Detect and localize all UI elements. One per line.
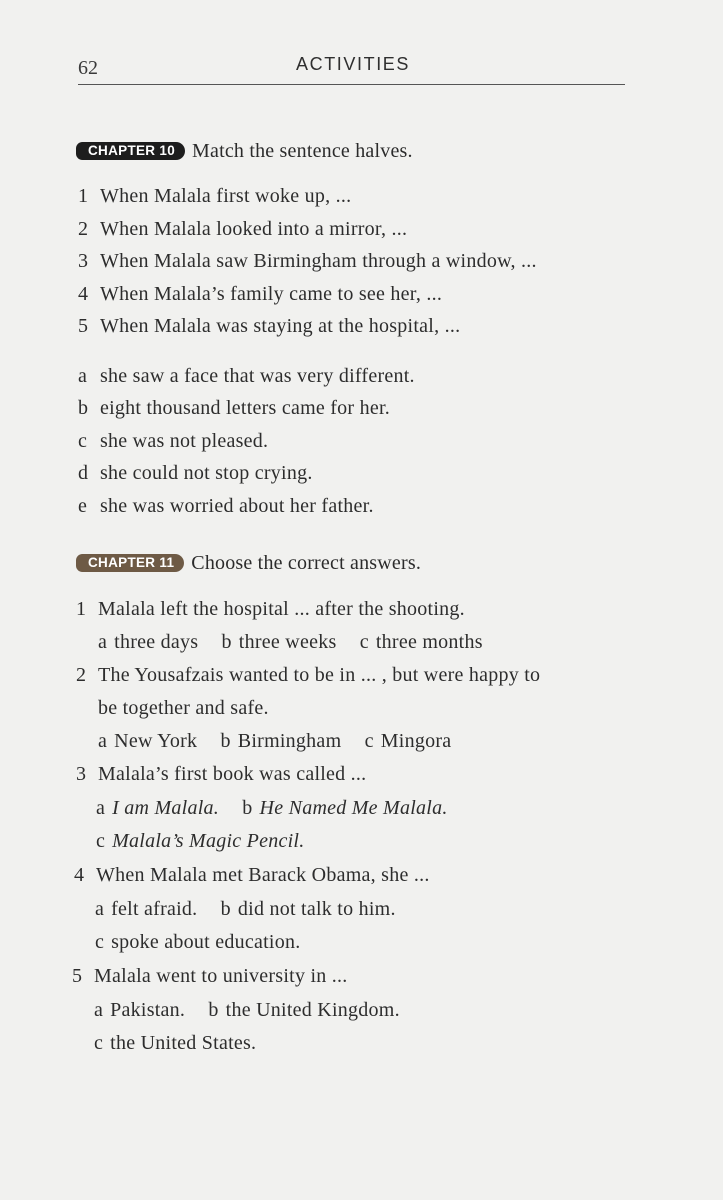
list-item: [78, 397, 390, 420]
item-letter: c: [78, 430, 88, 452]
item-number: 1: [78, 185, 89, 207]
question-text: Malala left the hospital ... after the shooting.: [98, 598, 465, 620]
item-text: eight thousand letters came for her.: [100, 397, 391, 419]
answer-option: a New York: [98, 730, 198, 752]
running-title: ACTIVITIES: [296, 54, 411, 74]
list-item: [78, 283, 442, 306]
question: [72, 965, 348, 988]
item-text: she could not stop crying.: [100, 462, 313, 484]
item-text: When Malala saw Birmingham through a window, ...: [100, 250, 537, 272]
answer-option: c three months: [359, 631, 483, 653]
chapter11-instruction: Choose the correct answers.: [191, 551, 422, 574]
item-letter: a: [78, 365, 88, 387]
question: [74, 864, 430, 887]
answer-option: a I am Malala.: [96, 797, 220, 819]
list-item: [78, 315, 460, 338]
item-text: When Malala’s family came to see her, ...: [100, 283, 443, 305]
list-item: [78, 185, 351, 208]
answer-options: [95, 898, 414, 921]
item-number: 2: [78, 218, 89, 240]
item-letter: b: [78, 397, 89, 419]
question-number: 3: [76, 763, 87, 785]
item-text: When Malala was staying at the hospital, ...: [100, 315, 461, 337]
answer-option: c the United States.: [94, 1032, 257, 1054]
answer-option: a three days: [98, 631, 199, 653]
item-text: When Malala first woke up, ...: [100, 185, 352, 207]
question-text: Malala went to university in ...: [94, 965, 348, 987]
list-item: [78, 250, 537, 273]
list-item: [78, 462, 313, 485]
answer-option: a Pakistan.: [94, 999, 186, 1021]
question-number: 1: [76, 598, 87, 620]
answer-option: b the United Kingdom.: [208, 999, 400, 1021]
question-number: 5: [72, 965, 83, 987]
answer-option: a felt afraid.: [95, 898, 198, 920]
list-item: [78, 365, 415, 388]
item-text: she saw a face that was very different.: [100, 365, 415, 387]
question-text: The Yousafzais wanted to be in ... , but were happy to: [98, 664, 541, 686]
answer-option: b did not talk to him.: [220, 898, 396, 920]
answer-option: c Malala’s Magic Pencil.: [96, 830, 305, 852]
answer-option: c spoke about education.: [95, 931, 301, 953]
question-number: 2: [76, 664, 87, 686]
question-text: Malala’s first book was called ...: [98, 763, 367, 785]
item-letter: d: [78, 462, 89, 484]
answer-options: [94, 1032, 274, 1055]
item-text: she was not pleased.: [100, 430, 269, 452]
item-letter: e: [78, 495, 88, 517]
answer-option: b He Named Me Malala.: [242, 797, 448, 819]
chapter10-instruction: Match the sentence halves.: [192, 139, 413, 162]
answer-options: [95, 931, 318, 954]
question-continuation: be together and safe.: [98, 697, 269, 719]
answer-option: b Birmingham: [220, 730, 342, 752]
answer-options: [98, 631, 501, 654]
item-number: 4: [78, 283, 89, 305]
answer-options: [94, 999, 418, 1022]
answer-options: [96, 830, 322, 853]
answer-options: [98, 730, 469, 753]
answer-option: c Mingora: [364, 730, 452, 752]
list-item: [78, 218, 407, 241]
question: [76, 664, 540, 687]
list-item: [78, 430, 268, 453]
chapter11-heading: [76, 549, 421, 577]
item-text: she was worried about her father.: [100, 495, 374, 517]
question-text: When Malala met Barack Obama, she ...: [96, 864, 430, 886]
question: [76, 598, 465, 621]
item-text: When Malala looked into a mirror, ...: [100, 218, 408, 240]
list-item: [78, 495, 374, 518]
question-number: 4: [74, 864, 85, 886]
chapter11-badge: CHAPTER 11: [76, 554, 184, 572]
page-header: [78, 52, 625, 85]
item-number: 3: [78, 250, 89, 272]
answer-options: [96, 797, 466, 820]
question: [76, 763, 366, 786]
chapter10-badge: CHAPTER 10: [76, 142, 185, 160]
chapter10-heading: [76, 137, 413, 165]
answer-option: b three weeks: [221, 631, 337, 653]
page-number: 62: [78, 57, 98, 79]
item-number: 5: [78, 315, 89, 337]
